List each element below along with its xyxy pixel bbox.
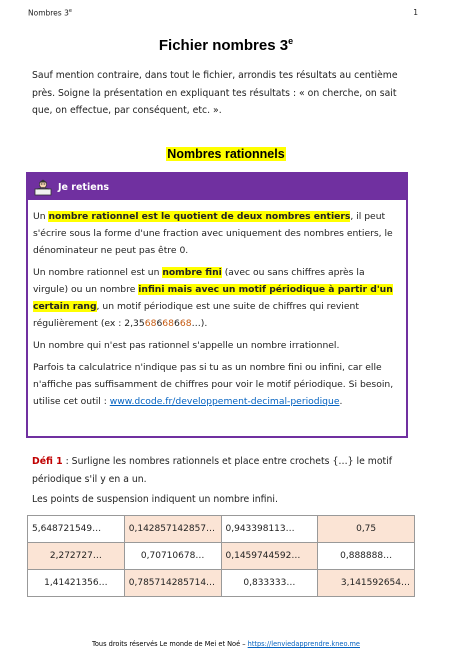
header-title: Nombres 3e: [28, 8, 72, 18]
table-cell[interactable]: 0,70710678…: [124, 543, 221, 570]
irrationnel-definition: Un nombre qui n'est pas rationnel s'appelle un nombre irrationnel.: [33, 340, 340, 351]
document-title: Fichier nombres 3e: [158, 36, 294, 54]
dcode-link[interactable]: www.dcode.fr/developpement-decimal-periodique: [109, 396, 340, 407]
je-retiens-box: [26, 172, 408, 438]
rationnel-fini-infini: Un nombre rationnel est un nombre fini (avec ou sans chiffres après la virgule) ou un nombre infini mais avec un motif périodique à partir d'un certain rang, un motif périodique est une suite de chiffres qui revient régulièrement (ex : 2,3568668668…).: [33, 267, 393, 329]
teacher-icon: [34, 178, 52, 196]
table-row: [28, 516, 415, 543]
table-cell[interactable]: 3,141592654…: [318, 570, 415, 597]
table-cell[interactable]: 0,75: [318, 516, 415, 543]
table-cell[interactable]: 0,785714285714…: [124, 570, 221, 597]
calculatrice-tip: Parfois ta calculatrice n'indique pas si tu as un nombre fini ou infini, car elle n'affiche pas suffisamment de chiffres pour voir le motif périodique. Si besoin, utilise cet outil : www.dcode.fr/developpement-decimal-periodique.: [33, 362, 394, 407]
rationnel-definition: Un nombre rationnel est le quotient de deux nombres entiers, il peut s'écrire sous la forme d'une fraction avec uniquement des nombres entiers, le dénominateur ne peut pas être 0.: [33, 211, 393, 256]
table-cell[interactable]: 0,142857142857…: [124, 516, 221, 543]
table-row: [28, 570, 415, 597]
je-retiens-label: Je retiens: [58, 181, 110, 193]
defi-label: Défi 1: [32, 456, 63, 467]
table-cell[interactable]: 0,943398113…: [221, 516, 318, 543]
suspension-note: Les points de suspension indiquent un nombre infini.: [32, 494, 278, 505]
page-footer: Tous droits réservés Le monde de Mei et Noé – https://lenviedapprendre.kneo.me: [91, 640, 360, 648]
section-title: Nombres rationnels: [167, 147, 285, 161]
defi-1: Défi 1 : Surligne les nombres rationnels et place entre crochets {…} le motif périodique s'il y en a un.: [32, 456, 393, 485]
intro-paragraph: Sauf mention contraire, dans tout le fichier, arrondis tes résultats au centième près. Soigne la présentation en expliquant tes résultats : « on cherche, on sait que, on effectue, par conséquent, etc. ».: [32, 70, 398, 116]
page-header: [28, 8, 418, 18]
table-cell[interactable]: 0,1459744592…: [221, 543, 318, 570]
table-cell[interactable]: 5,648721549…: [28, 516, 125, 543]
table-cell[interactable]: 0,833333…: [221, 570, 318, 597]
footer-link[interactable]: https://lenviedapprendre.kneo.me: [247, 640, 360, 648]
table-cell[interactable]: 0,888888…: [318, 543, 415, 570]
je-retiens-header: [28, 174, 406, 200]
table-row: [28, 543, 415, 570]
table-cell[interactable]: 1,41421356…: [28, 570, 125, 597]
table-cell[interactable]: 2,272727…: [28, 543, 125, 570]
page-number: 1: [413, 8, 418, 17]
numbers-table: [27, 515, 415, 597]
